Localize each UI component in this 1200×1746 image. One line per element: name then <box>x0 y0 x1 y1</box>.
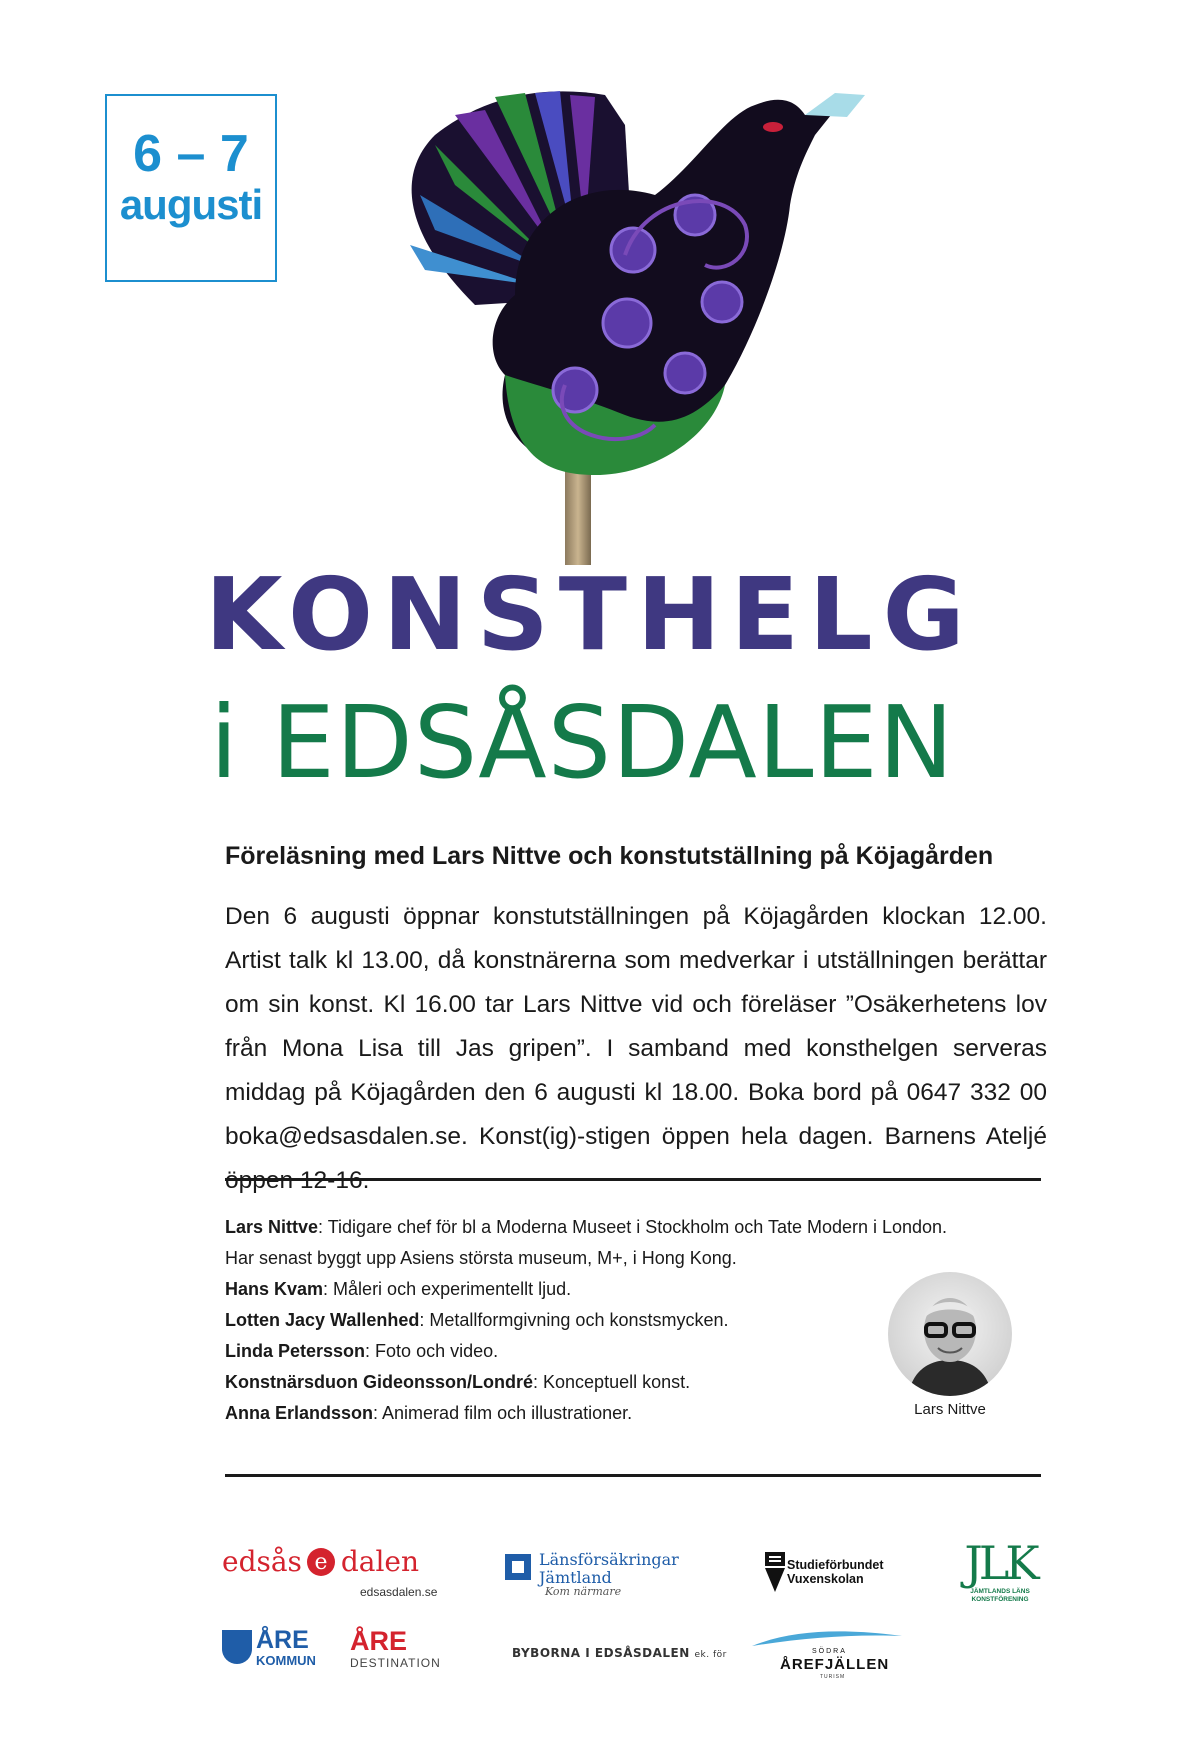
event-subtitle: Föreläsning med Lars Nittve och konstutställning på Köjagården <box>225 842 994 870</box>
lansforsakringar-logo: Länsförsäkringar Jämtland Kom närmare <box>505 1551 695 1601</box>
participant-item: Anna Erlandsson: Animerad film och illustrationer. <box>225 1403 633 1423</box>
title-sub: i EDSÅSDALEN <box>210 684 955 801</box>
svg-text:e: e <box>314 1550 328 1575</box>
portrait-photo <box>888 1272 1012 1396</box>
date-box <box>105 94 277 282</box>
participant-item: Konstnärsduon Gideonsson/Londré: Konceptuell konst. <box>225 1372 691 1392</box>
are-destination-logo: ÅRE DESTINATION <box>350 1626 441 1670</box>
studieforbundet-logo: Studieförbundet Vuxenskolan <box>765 1550 925 1594</box>
participant-item: Lotten Jacy Wallenhed: Metallformgivning och konstsmycken. <box>225 1310 729 1330</box>
edsasdalen-e-icon <box>306 1547 336 1577</box>
participant-item: Hans Kvam: Måleri och experimentellt ljud. <box>225 1279 572 1299</box>
participant-item: Har senast byggt upp Asiens största museum, M+, i Hong Kong. <box>225 1248 737 1268</box>
date-days: 6 – 7 <box>133 125 249 183</box>
portrait-caption: Lars Nittve <box>914 1401 986 1418</box>
are-kommun-logo: ÅRE KOMMUN <box>222 1626 332 1678</box>
byborna-logo: BYBORNA I EDSÅSDALEN ek. för <box>512 1646 727 1660</box>
lansforsakringar-icon <box>505 1554 531 1580</box>
jlk-logo: JLK JÄMTLANDS LÄNS KONSTFÖRENING <box>964 1536 1036 1603</box>
studieforbundet-icon <box>765 1552 785 1592</box>
are-kommun-shield-icon <box>222 1630 252 1664</box>
date-month: augusti <box>119 181 263 228</box>
participant-item: Linda Petersson: Foto och video. <box>225 1341 499 1361</box>
event-description: Den 6 augusti öppnar konstutställningen på Köjagården klockan 12.00. Artist talk kl 13.00, då konstnärerna som medverkar i utställningen berättar om sin konst. Kl 16.00 tar Lars Nittve vid och föreläser ”Osäkerhetens lov från Mona Lisa till Jas gripen”. I samband med konsthelgen serveras middag på Köjagården den 6 augusti kl 18.00. Boka bord på 0647 332 00 boka@edsasdalen.se. Konst(ig)-stigen öppen hela dagen. Barnens Ateljé <box>225 903 1047 1150</box>
title-main: KONSTHELG <box>205 556 975 673</box>
capercaillie-artwork <box>395 55 895 565</box>
sodra-arefjallen-logo: SÖDRA ÅREFJÄLLEN TURISM <box>752 1628 902 1678</box>
divider-top <box>225 1178 1041 1181</box>
sodra-arefjallen-swoosh-icon <box>752 1628 902 1650</box>
edsasdalen-logo: edsås e dalen edsasdalen.se <box>222 1545 438 1599</box>
participant-item: Lars Nittve: Tidigare chef för bl a Moderna Museet i Stockholm och Tate Modern i London. <box>225 1217 948 1237</box>
divider-bottom <box>225 1474 1041 1477</box>
